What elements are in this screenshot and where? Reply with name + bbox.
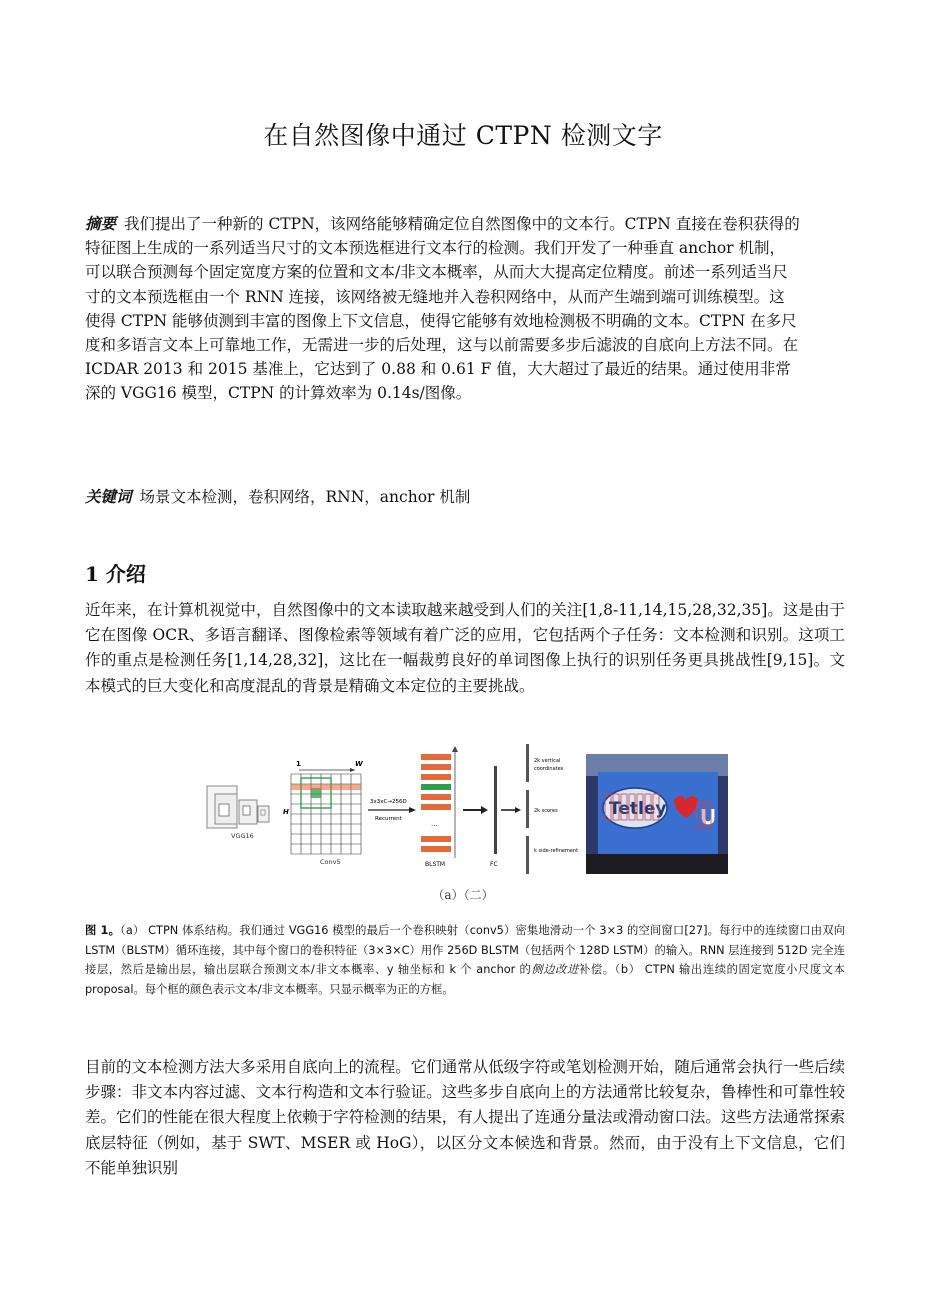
page-title: 在自然图像中通过 CTPN 检测文字 xyxy=(263,121,663,150)
figure-caption-label: 图 1。 xyxy=(85,924,121,937)
conv5-grid xyxy=(283,760,363,866)
abstract-text: 我们提出了一种新的 CTPN，该网络能够精确定位自然图像中的文本行。CTPN 直接在卷积获得的特征图上生成的一系列适当尺寸的文本预选框进行文本行的检测。我们开发了一种垂直 anchor 机制，可以联合预测每个固定宽度方案的位置和文本/非文本概率，从而大大提高定位精度。前述一系列适当尺寸的文本预选框由一个 RNN 连接，该网络被无缝地并入卷积网络中，从而产生端到端可训练模型。这使得 CTPN 能够侦测到丰富的图像上下文信息，使得它能够有效地检测极不明确的文本。CTPN 在多尺度和多语言文本上可靠地工作，无需进一步的后处理，这与以前需要多步后滤波的自底向上方法不同。在 ICDAR 2013 和 2015 基准上，它达到了 0.88 和 0.61 F 值，大大超过了最近的结果。通过使用非常深的 VGG16 模型，CTPN 的计算效率为 0.14s/图像。 xyxy=(85,215,800,403)
conv5-label: Conv5 xyxy=(320,858,341,866)
arrow-top-label: 3x3xC→256D xyxy=(370,799,407,805)
keywords-label: 关键词 xyxy=(85,487,132,506)
keywords xyxy=(85,485,845,507)
abstract-label: 摘要 xyxy=(85,214,117,233)
vgg16-block xyxy=(207,786,269,840)
recurrent-arrow xyxy=(368,799,416,822)
photo-text: Tetley xyxy=(609,799,667,819)
section-heading: 1 介绍 xyxy=(85,562,146,586)
blstm-label: BLSTM xyxy=(425,861,446,868)
photo-letter: U xyxy=(700,805,717,829)
abstract xyxy=(85,212,800,406)
output-vertical-coords: 2k vertical xyxy=(534,758,561,764)
blstm-stack xyxy=(421,746,458,868)
output-vertical-coords-2: coordinates xyxy=(534,766,564,772)
one-label: 1 xyxy=(296,760,301,768)
ctpn-architecture-figure xyxy=(205,742,730,876)
figure-caption-part2: 补偿。（b） CTPN 输出连续的固定宽度小尺度文本 proposal。每个框的颜色表示文本/非文本概率。只显示概率为正的方框。 xyxy=(85,963,845,996)
fc-label: FC xyxy=(490,861,498,868)
output-side-refinement: k side-refinement xyxy=(534,848,579,854)
figure-caption-italic: 侧边改进 xyxy=(531,963,579,977)
keywords-text: 场景文本检测，卷积网络，RNN，anchor 机制 xyxy=(139,488,471,506)
w-label: W xyxy=(355,760,363,768)
detection-photo xyxy=(586,754,728,874)
intro-paragraph-2: 目前的文本检测方法大多采用自底向上的流程。它们通常从低级字符或笔划检测开始，随后通常会执行一些后续步骤：非文本内容过滤、文本行构造和文本行验证。这些多步自底向上的方法通常比较复杂，鲁棒性和可靠性较差。它们的性能在很大程度上依赖于字符检测的结果，有人提出了连通分量法或滑动窗口法。这些方法通常探索底层特征（例如，基于 SWT、MSER 或 HoG），以区分文本候选和背景。然而，由于没有上下文信息，它们不能单独识别 xyxy=(85,1058,845,1177)
arrow-bottom-label: Recurrent xyxy=(375,816,402,822)
fc-layer xyxy=(490,766,498,868)
output-scores: 2k scores xyxy=(534,808,558,814)
h-label: H xyxy=(283,808,289,816)
output-branches xyxy=(501,744,578,874)
intro-paragraph-1: 近年来，在计算机视觉中，自然图像中的文本读取越来越受到人们的关注[1,8-11,14,15,28,32,35]。这是由于它在图像 OCR、多语言翻译、图像检索等领域有着广泛的应用，它包括两个子任务：文本检测和识别。这项工作的重点是检测任务[1,14,28,32]，这比在一幅裁剪良好的单词图像上执行的识别任务更具挑战性[9,15]。文本模式的巨大变化和高度混乱的背景是精确文本定位的主要挑战。 xyxy=(85,601,845,695)
figure-caption-part1: （a） CTPN 体系结构。我们通过 VGG16 模型的最后一个卷积映射（conv5）密集地滑动一个 3×3 的空间窗口[27]。每行中的连续窗口由双向 LSTM（BLSTM）循环连接，其中每个窗口的卷积特征（3×3×C）用作 256D BLSTM（包括两个 128D LSTM）的输入。RNN 层连接到 512D 完全连接层，然后是输出层，输出层联合预测文本/非文本概率、y 轴坐标和 k 个 anchor 的 xyxy=(85,924,846,977)
vgg16-label: VGG16 xyxy=(231,832,254,840)
blstm-dots: ... xyxy=(431,820,438,828)
figure-subcaption: （a）（二） xyxy=(432,888,494,902)
figure-caption xyxy=(85,921,845,999)
